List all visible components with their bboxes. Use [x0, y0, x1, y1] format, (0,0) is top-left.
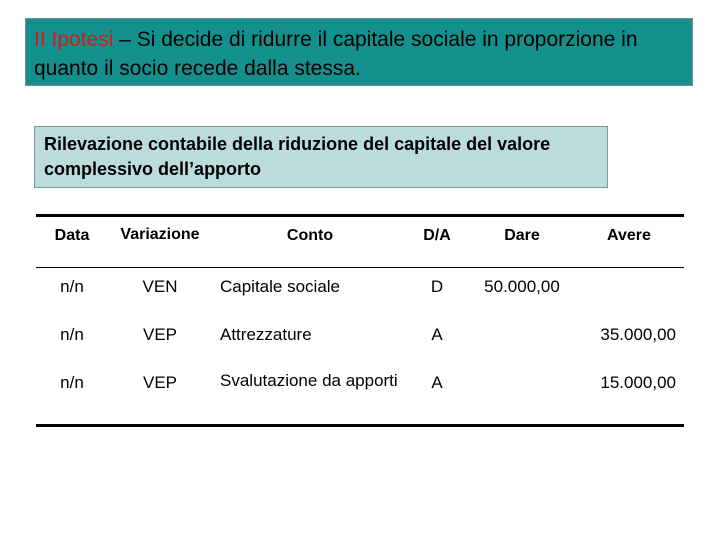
row-dare: 50.000,00: [484, 277, 560, 296]
header-variazione: Variazione: [120, 226, 200, 243]
title-banner: [25, 18, 693, 86]
row-da: A: [431, 373, 443, 392]
header-da: D/A: [423, 227, 451, 244]
table-row: [36, 316, 684, 364]
header-data: Data: [54, 227, 90, 244]
hypothesis-description: – Si decide di ridurre il capitale sociale in proporzione in quanto il socio recede dalla stessa.: [34, 28, 638, 80]
journal-table: [36, 214, 684, 427]
row-conto: Capitale sociale: [220, 277, 341, 296]
row-data: n/n: [60, 373, 84, 392]
header-dare: Dare: [504, 227, 540, 244]
header-avere: Avere: [607, 227, 651, 244]
row-conto: Svalutazione da apporti: [220, 371, 398, 390]
row-avere: 15.000,00: [600, 373, 676, 392]
header-conto: Conto: [286, 227, 334, 244]
table-header-row: [36, 217, 684, 267]
row-conto: Attrezzature: [220, 325, 312, 344]
hypothesis-label: II Ipotesi: [34, 28, 114, 51]
row-data: n/n: [60, 277, 84, 296]
row-da: D: [430, 277, 444, 296]
row-variazione: VEP: [142, 325, 178, 344]
table-row: [36, 364, 684, 424]
table-bottom-rule: [36, 424, 684, 427]
row-variazione: VEP: [142, 373, 178, 392]
section-subtitle: Rilevazione contabile della riduzione del capitale del valore complessivo dell’apporto: [34, 126, 608, 188]
row-avere: 35.000,00: [600, 325, 676, 344]
row-variazione: VEN: [142, 277, 178, 296]
row-data: n/n: [60, 325, 84, 344]
row-da: A: [431, 325, 443, 344]
table-row: [36, 268, 684, 316]
